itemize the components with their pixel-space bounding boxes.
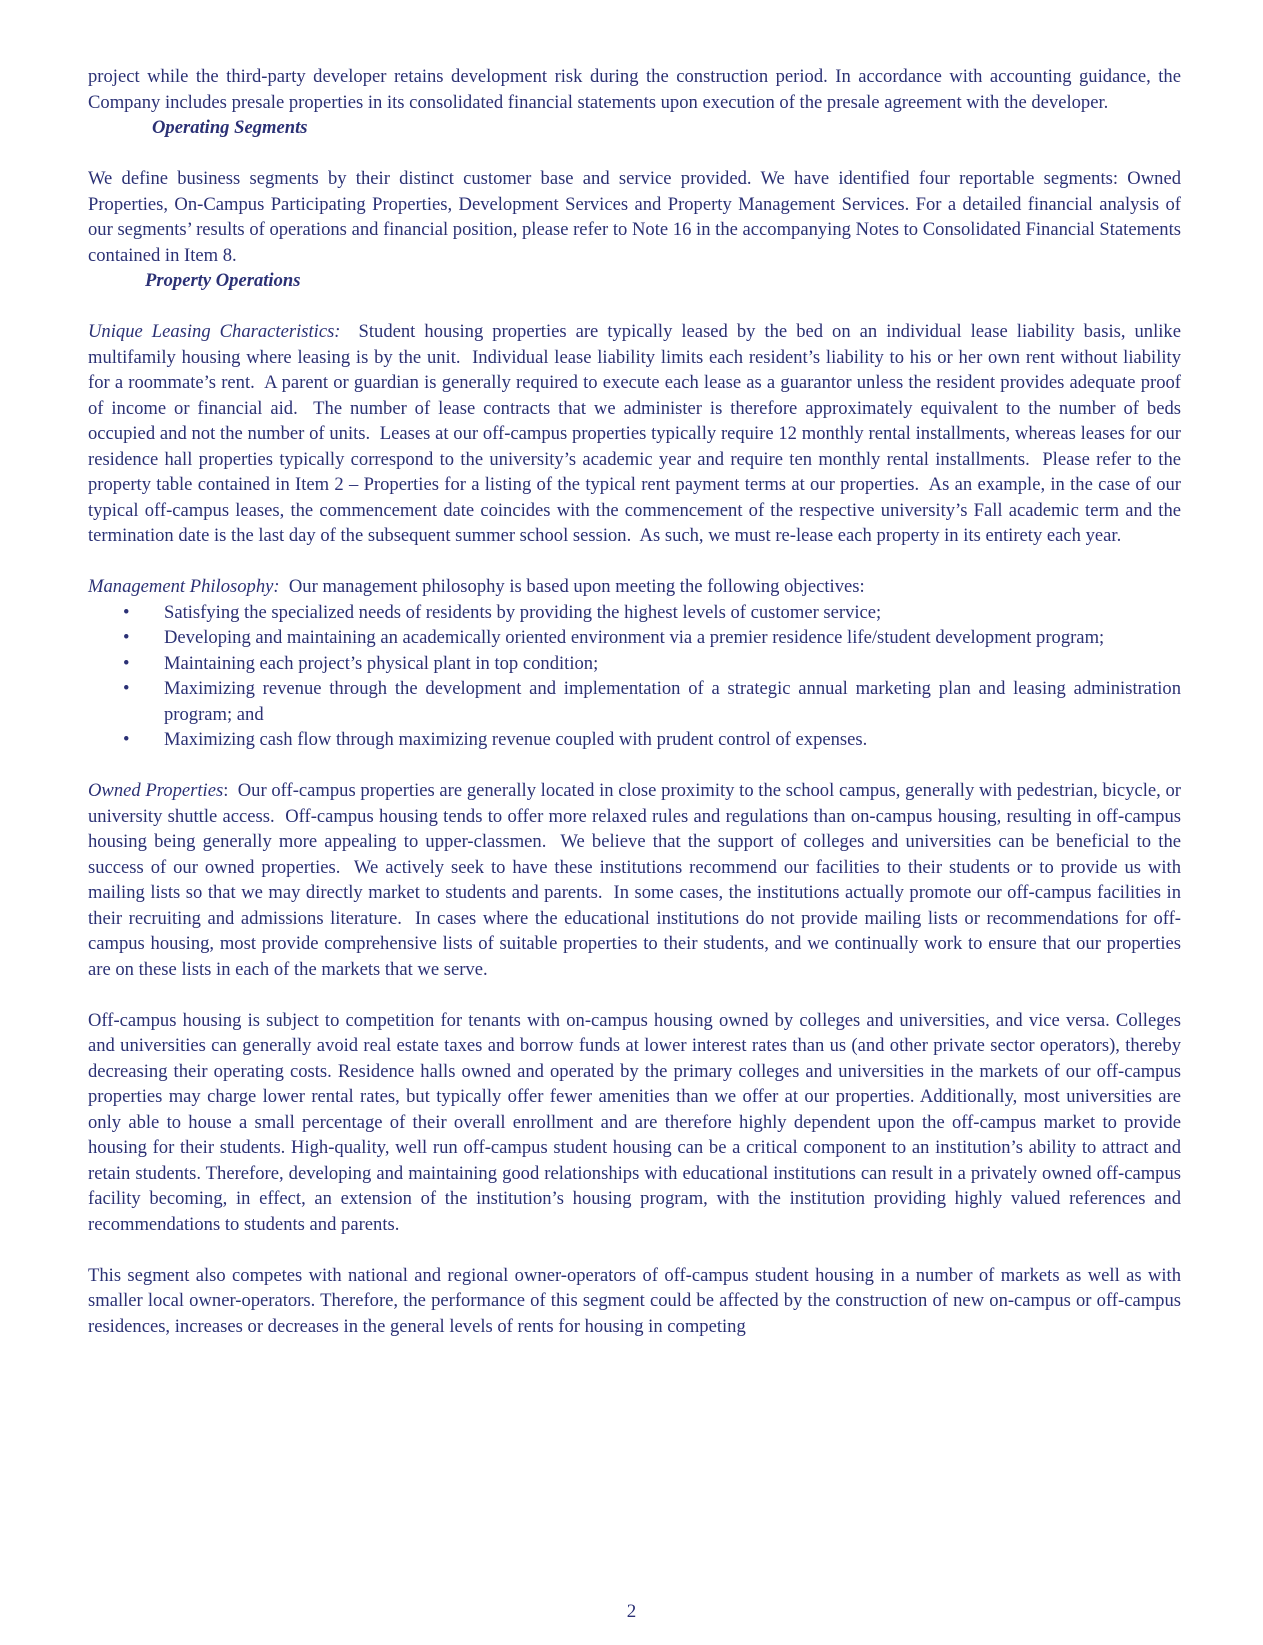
management-philosophy-lead: Management Philosophy:	[88, 576, 280, 597]
list-item-text: Developing and maintaining an academically oriented environment via a premier residence life/student development program;	[164, 627, 1105, 648]
bullet-icon: •	[123, 729, 130, 750]
list-item	[88, 676, 1181, 727]
unique-leasing-paragraph	[88, 319, 1186, 549]
intro-paragraph: project while the third-party developer retains development risk during the construction period. In accordance with accounting guidance, the Company includes presale properties in its consolidated financial statements upon execution of the presale agreement with the developer.	[88, 66, 1181, 113]
competition-paragraph: Off-campus housing is subject to competition for tenants with on-campus housing owned by colleges and universities, and vice versa. Colleges and universities can generally avoid real estate taxes and borrow funds at lower interest rates than us (and other private sector operators), thereby decreasing their operating costs. Residence halls owned and operated by the primary colleges and universities in the markets of our off-campus properties may charge lower rental rates, but typically offer fewer amenities than we offer at our properties. Additionally, most universities are only able to house a small percentage of their overall enrollment and are therefore highly dependent upon the off-campus market to provide housing for their students. High-quality, well run off-campus student housing can be a critical component to an institution’s ability to attract and retain students. Therefore, developing and maintaining good relationships with educational institutions can result in a privately owned off-campus facility becoming, in effect, an extension of the institution’s housing program, with the institution providing highly valued references and recommendations to students and parents.	[88, 1009, 1181, 1235]
operating-segments-paragraph: We define business segments by their distinct customer base and service provided. We have identified four reportable segments: Owned Properties, On-Campus Participating Properties, Development Services and Property Management Services. For a detailed financial analysis of our segments’ results of operations and financial position, please refer to Note 16 in the accompanying Notes to Consolidated Financial Statements contained in Item 8.	[88, 168, 1181, 266]
bullet-icon: •	[123, 601, 130, 623]
operating-segments-heading: Operating Segments	[152, 117, 308, 138]
unique-leasing-lead: Unique Leasing Characteristics:	[88, 321, 341, 342]
unique-leasing-text: Student housing properties are typically leased by the bed on an individual lease liability basis, unlike multifamily housing where leasing is by the unit. Individual lease liability limits each resident’s liability to his or her own rent without liability for a roommate’s rent. A parent or guardian is generally required to execute each lease as a guarantor unless the resident provides adequate proof of income or financial aid. The number of lease contracts that we administer is therefore approximately equivalent to the number of beds occupied and not the number of units. Leases at our off-campus properties typically require 12 monthly rental installments, whereas leases for our residence hall properties typically correspond to the university’s academic year and require ten monthly rental installments. Please refer to the property table contained in Item 2 – Properties for a listing of the typical rent payment terms at our properties. As an example, in the case of our typical off-campus leases, the commencement date coincides with the commencement of the respective university’s Fall academic term and the termination date is the last day of the subsequent summer school session. As such, we must re-lease each property in its entirety each year.	[88, 321, 1186, 546]
bullet-icon: •	[123, 678, 130, 699]
management-philosophy-text: Our management philosophy is based upon meeting the following objectives:	[279, 576, 865, 597]
document-page	[88, 64, 1186, 1339]
owned-properties-lead: Owned Properties	[88, 780, 224, 801]
list-item-text: Satisfying the specialized needs of residents by providing the highest levels of customer service;	[164, 601, 882, 623]
list-item	[88, 600, 1181, 626]
list-item	[88, 651, 1181, 677]
owned-properties-text: : Our off-campus properties are generally located in close proximity to the school campus, generally with pedestrian, bicycle, or university shuttle access. Off-campus housing tends to offer more relaxed rules and regulations than on-campus housing, resulting in off-campus housing being generally more appealing to upper-classmen. We believe that the support of colleges and universities can be beneficial to the success of our owned properties. We actively seek to have these institutions recommend our facilities to their students or to provide us with mailing lists so that we may directly market to students and parents. In some cases, the institutions actually promote our off-campus facilities in their recruiting and admissions literature. In cases where the educational institutions do not provide mailing lists or recommendations for off-campus housing, most provide comprehensive lists of suitable properties to their students, and we continually work to ensure that our properties are on these lists in each of the markets that we serve.	[88, 780, 1186, 980]
objectives-list	[88, 600, 1181, 753]
segment-competition-paragraph: This segment also competes with national and regional owner-operators of off-campus student housing in a number of markets as well as with smaller local owner-operators. Therefore, the performance of this segment could be affected by the construction of new on-campus or off-campus residences, increases or decreases in the general levels of rents for housing in competing	[88, 1264, 1181, 1337]
bullet-icon: •	[123, 627, 130, 648]
list-item-text: Maximizing cash flow through maximizing revenue coupled with prudent control of expenses.	[164, 729, 868, 750]
bullet-icon: •	[123, 652, 130, 674]
owned-properties-paragraph	[88, 778, 1186, 982]
list-item	[88, 727, 1181, 753]
list-item	[88, 625, 1181, 651]
property-operations-heading: Property Operations	[145, 270, 301, 291]
list-item-text: Maintaining each project’s physical plant in top condition;	[164, 652, 599, 674]
list-item-text: Maximizing revenue through the development and implementation of a strategic annual marketing plan and leasing administration program; and	[164, 678, 1181, 725]
management-philosophy-paragraph	[88, 574, 1181, 600]
page-number: 2	[626, 1601, 637, 1622]
